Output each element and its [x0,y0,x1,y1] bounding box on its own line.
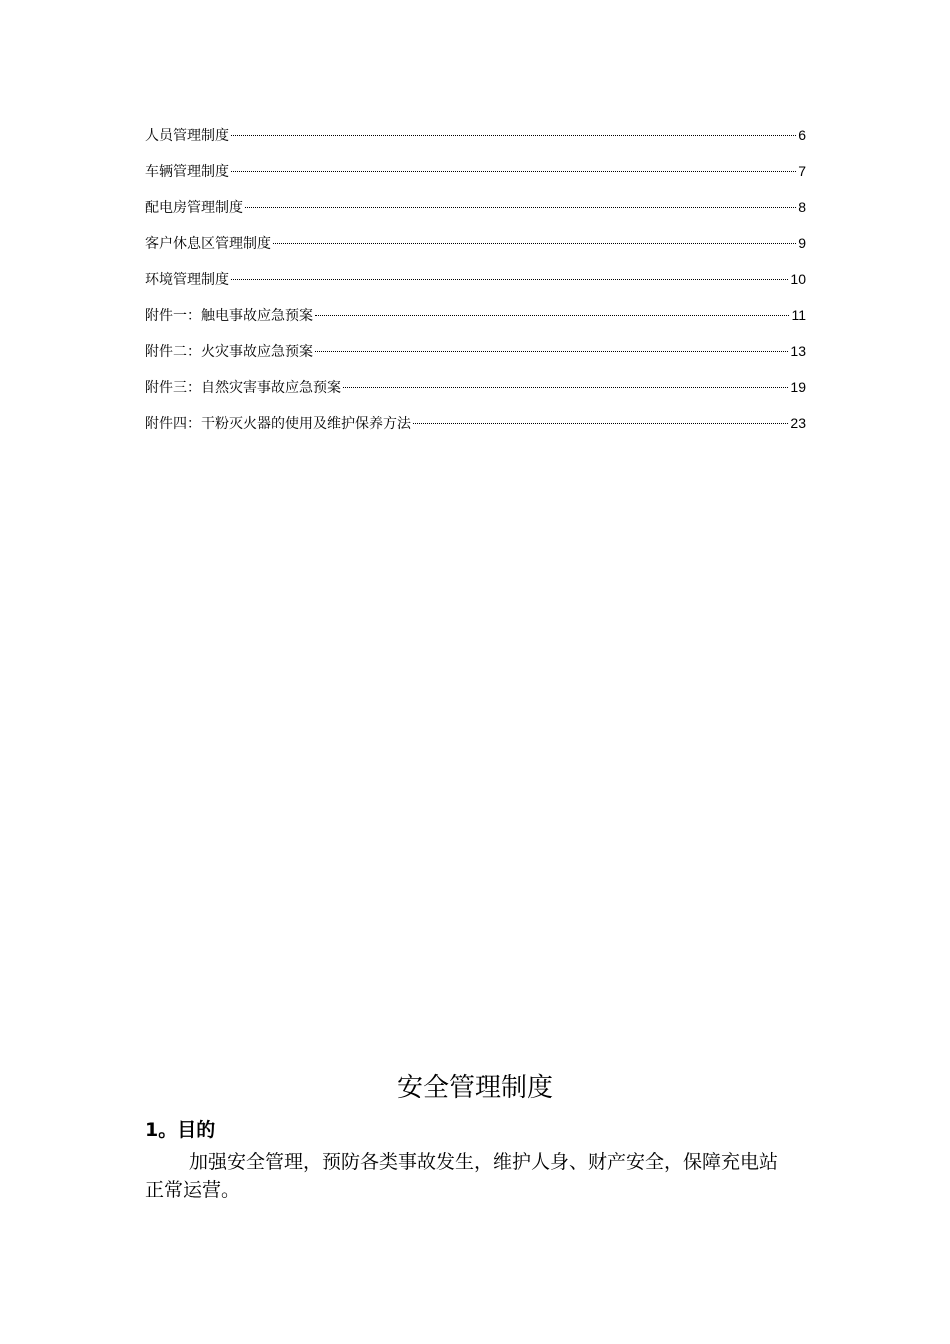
toc-entry-title: 附件一：触电事故应急预案 [145,308,313,324]
toc-leader-dots [245,207,796,208]
toc-leader-dots [315,351,788,352]
toc-leader-dots [273,243,796,244]
toc-entry-title: 附件二：火灾事故应急预案 [145,344,313,360]
toc-leader-dots [343,387,788,388]
toc-leader-dots [231,135,796,136]
toc-entry[interactable] [145,196,806,232]
toc-leader-dots [231,171,796,172]
toc-entry[interactable] [145,268,806,304]
toc-entry[interactable] [145,304,806,340]
toc-leader-dots [315,315,789,316]
toc-entry-page: 9 [798,235,806,251]
toc-leader-dots [231,279,788,280]
toc-leader-dots [413,423,788,424]
toc-entry-title: 配电房管理制度 [145,200,243,216]
toc-entry[interactable] [145,160,806,196]
toc-entry-page: 8 [798,199,806,215]
toc-entry-title: 附件四：干粉灭火器的使用及维护保养方法 [145,416,411,432]
toc-entry-title: 人员管理制度 [145,128,229,144]
table-of-contents [145,124,806,448]
toc-entry-page: 6 [798,127,806,143]
toc-entry-title: 客户休息区管理制度 [145,236,271,252]
document-title: 安全管理制度 [396,1073,553,1103]
toc-entry[interactable] [145,412,806,448]
section-heading: 1。目的 [145,1119,216,1141]
toc-entry-page: 10 [790,271,806,287]
toc-entry[interactable] [145,232,806,268]
toc-entry-title: 车辆管理制度 [145,164,229,180]
toc-entry[interactable] [145,376,806,412]
body-paragraph: 加强安全管理，预防各类事故发生，维护人身、财产安全，保障充电站正常运营。 [145,1151,779,1201]
toc-entry-page: 13 [790,343,806,359]
toc-entry[interactable] [145,124,806,160]
toc-entry-page: 7 [798,163,806,179]
toc-entry-page: 11 [791,307,806,323]
toc-entry-page: 23 [790,415,806,431]
toc-entry-page: 19 [790,379,806,395]
toc-entry-title: 环境管理制度 [145,272,229,288]
toc-entry[interactable] [145,340,806,376]
toc-entry-title: 附件三：自然灾害事故应急预案 [145,380,341,396]
